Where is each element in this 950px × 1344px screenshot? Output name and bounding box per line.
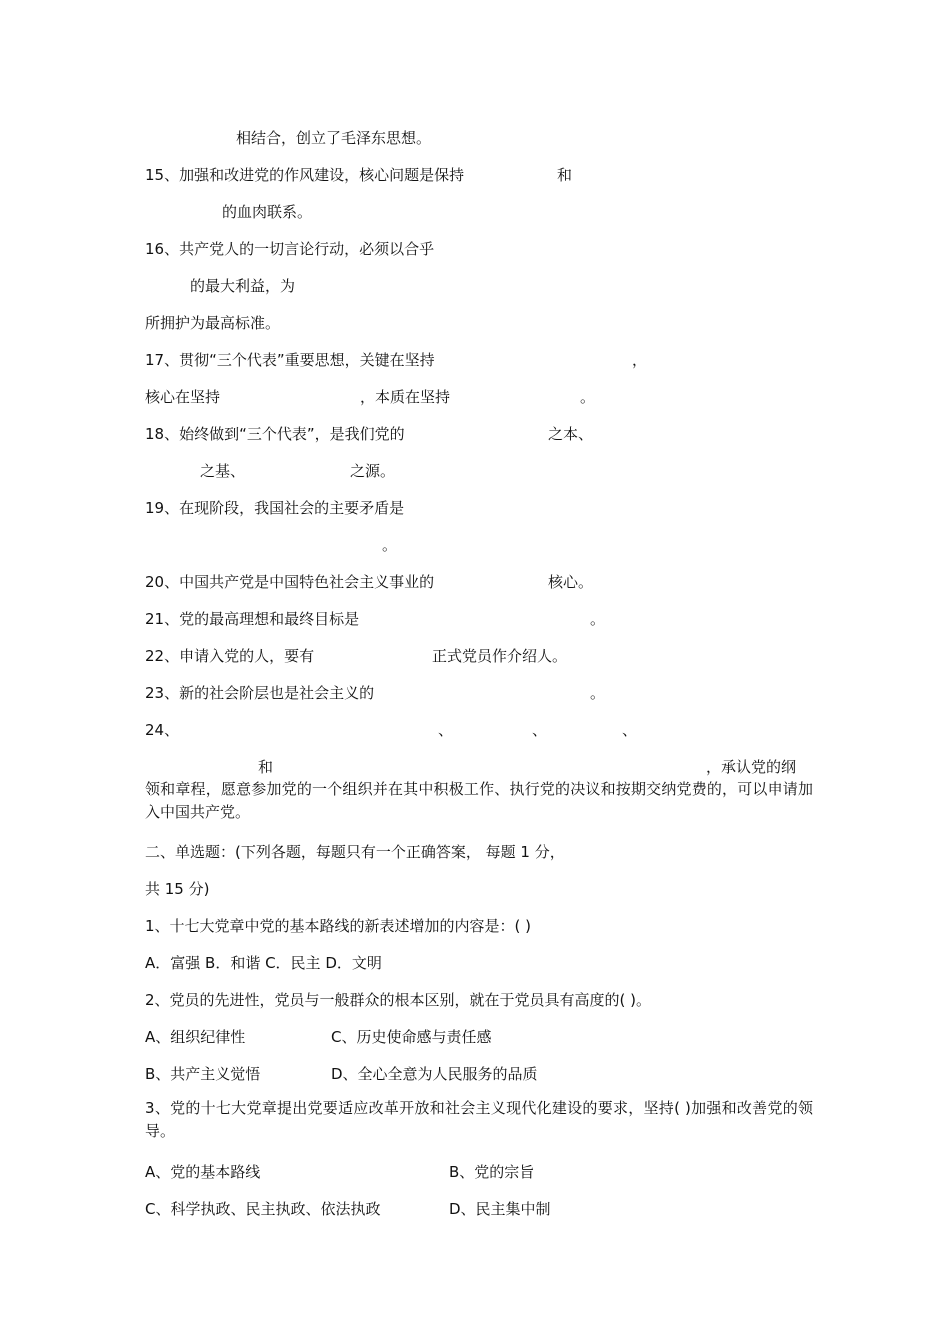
question-18: 18、始终做到“三个代表”，是我们党的 bbox=[145, 425, 405, 443]
option-b: B、共产主义觉悟 bbox=[145, 1065, 261, 1083]
mc-question-3: 3、党的十七大党章提出党要适应改革开放和社会主义现代化建设的要求，坚持( )加强和改善党的领导。 bbox=[145, 1099, 813, 1140]
text-fragment: 、 bbox=[532, 721, 548, 739]
option-b: B、党的宗旨 bbox=[449, 1163, 535, 1181]
question-23: 23、新的社会阶层也是社会主义的 bbox=[145, 684, 375, 702]
text-line: 相结合，创立了毛泽东思想。 bbox=[236, 129, 432, 147]
option-d: D、民主集中制 bbox=[449, 1200, 551, 1218]
question-20: 20、中国共产党是中国特色社会主义事业的 bbox=[145, 573, 435, 591]
question-16: 16、共产党人的一切言论行动，必须以合乎 bbox=[145, 240, 435, 258]
text-fragment: 核心。 bbox=[548, 573, 594, 591]
text-line: 的最大利益，为 bbox=[190, 277, 296, 295]
option-c: C、科学执政、民主执政、依法执政 bbox=[145, 1200, 381, 1218]
text-fragment: 。 bbox=[590, 684, 606, 702]
text-fragment: 之本、 bbox=[548, 425, 594, 443]
mc-question-1-options: A．富强 B．和谐 C．民主 D．文明 bbox=[145, 954, 382, 972]
mc-question-1: 1、十七大党章中党的基本路线的新表述增加的内容是：( ) bbox=[145, 917, 532, 935]
section-heading: 二、单选题：(下列各题，每题只有一个正确答案， 每题 1 分， bbox=[145, 843, 565, 861]
option-c: C、历史使命感与责任感 bbox=[331, 1028, 492, 1046]
text-line: 的血肉联系。 bbox=[222, 203, 313, 221]
option-a: A、党的基本路线 bbox=[145, 1163, 261, 1181]
section-heading-cont: 共 15 分) bbox=[145, 880, 210, 898]
text-fragment: 和 bbox=[557, 166, 573, 184]
question-24: 24、 bbox=[145, 721, 180, 739]
text-line: 之基、 bbox=[200, 462, 246, 480]
text-fragment: 、 bbox=[438, 721, 454, 739]
question-17: 17、贯彻“三个代表”重要思想，关键在坚持 bbox=[145, 351, 435, 369]
question-22: 22、申请入党的人，要有 bbox=[145, 647, 315, 665]
mc-question-2: 2、党员的先进性，党员与一般群众的根本区别，就在于党员具有高度的( )。 bbox=[145, 991, 652, 1009]
text-fragment: 。 bbox=[580, 388, 596, 406]
option-a: A、组织纪律性 bbox=[145, 1028, 246, 1046]
text-fragment: ，承认党的纲 bbox=[706, 758, 797, 776]
text-fragment: 、 bbox=[622, 721, 638, 739]
text-fragment: ，本质在坚持 bbox=[360, 388, 451, 406]
text-line: 核心在坚持 bbox=[145, 388, 221, 406]
text-fragment: 。 bbox=[382, 536, 398, 554]
text-fragment: ， bbox=[632, 351, 648, 369]
question-21: 21、党的最高理想和最终目标是 bbox=[145, 610, 360, 628]
question-19: 19、在现阶段，我国社会的主要矛盾是 bbox=[145, 499, 405, 517]
text-fragment: 。 bbox=[590, 610, 606, 628]
text-paragraph: 领和章程，愿意参加党的一个组织并在其中积极工作、执行党的决议和按期交纳党费的，可以申请加入中国共产党。 bbox=[145, 780, 813, 821]
text-fragment: 和 bbox=[258, 758, 274, 776]
question-15: 15、加强和改进党的作风建设，核心问题是保持 bbox=[145, 166, 465, 184]
text-fragment: 正式党员作介绍人。 bbox=[432, 647, 568, 665]
text-line: 所拥护为最高标准。 bbox=[145, 314, 281, 332]
option-d: D、全心全意为人民服务的品质 bbox=[331, 1065, 538, 1083]
text-fragment: 之源。 bbox=[350, 462, 396, 480]
